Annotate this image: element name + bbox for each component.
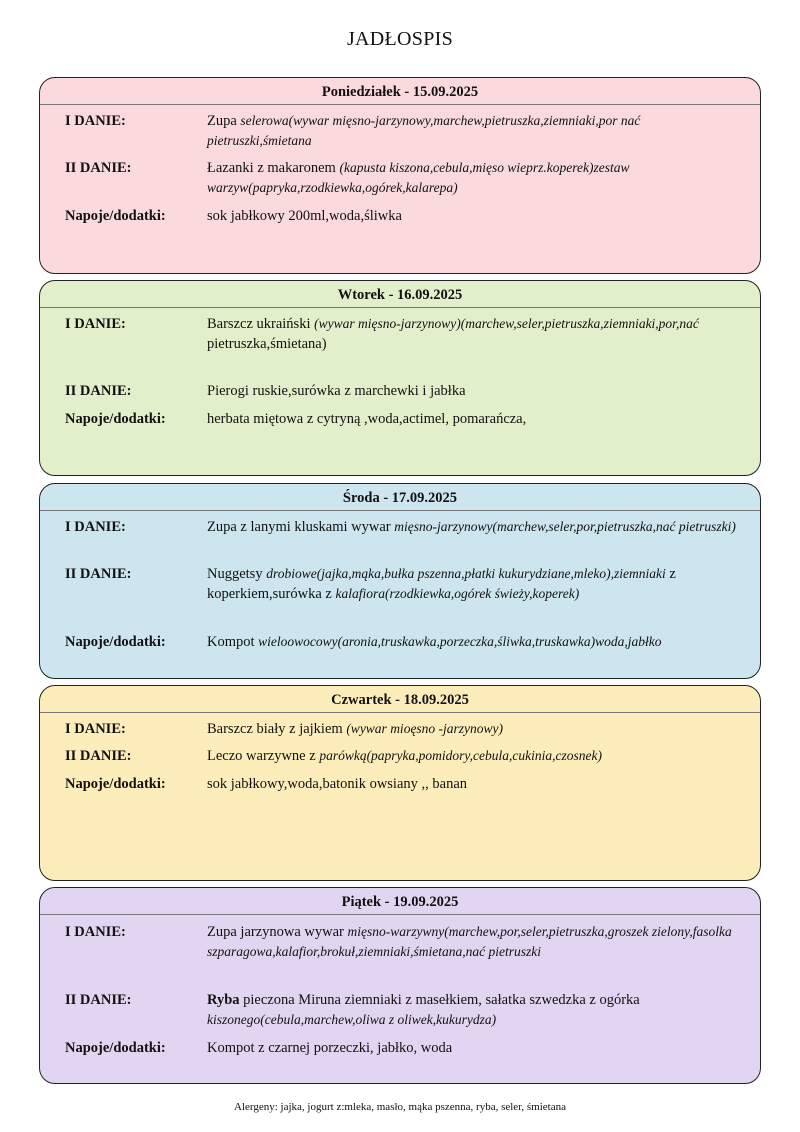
row-first-course: [65, 314, 740, 354]
day-card-tuesday: [39, 280, 761, 476]
row-second-course: [65, 158, 740, 198]
first-course-value: Barszcz biały z jajkiem (wywar mioęsno -jarzynowy): [207, 721, 504, 737]
label-first-course: I DANIE:: [65, 519, 126, 535]
first-course-value: Zupa z lanymi kluskami wywar mięsno-jarzynowy(marchew,seler,por,pietruszka,nać pietruszki): [207, 519, 736, 535]
label-first-course: I DANIE:: [65, 316, 126, 332]
day-header: Czwartek - 18.09.2025: [40, 686, 760, 713]
day-header: Piątek - 19.09.2025: [40, 888, 760, 915]
row-first-course: [65, 922, 740, 962]
row-first-course: [65, 719, 740, 739]
label-drinks: Napoje/dodatki:: [65, 634, 166, 650]
label-drinks: Napoje/dodatki:: [65, 411, 166, 427]
day-card-monday: [39, 77, 761, 274]
row-drinks: [65, 206, 740, 226]
drinks-value: Kompot z czarnej porzeczki, jabłko, woda: [207, 1040, 453, 1056]
drinks-value: Kompot wieloowocowy(aronia,truskawka,porzeczka,śliwka,truskawka)woda,jabłko: [207, 634, 662, 650]
drinks-value: sok jabłkowy 200ml,woda,śliwka: [207, 208, 402, 224]
page-title: JADŁOSPIS: [346, 28, 454, 50]
label-second-course: II DANIE:: [65, 566, 132, 582]
row-drinks: [65, 774, 740, 794]
first-course-value: Barszcz ukraiński (wywar mięsno-jarzynowy)(marchew,seler,pietruszka,ziemniaki,por,nać pietruszka,śmietana): [207, 316, 699, 352]
row-first-course: [65, 111, 740, 151]
row-second-course: [65, 990, 740, 1030]
label-drinks: Napoje/dodatki:: [65, 776, 166, 792]
label-second-course: II DANIE:: [65, 383, 132, 399]
second-course-value: Nuggetsy drobiowe(jajka,mąka,bułka pszenna,płatki kukurydziane,mleko),ziemniaki z koperkiem,surówka z kalafiora(rzodkiewka,ogórek świeży,koperek): [207, 566, 676, 602]
second-course-value: Ryba pieczona Miruna ziemniaki z masełkiem, sałatka szwedzka z ogórka kiszonego(cebula,marchew,oliwa z oliwek,kukurydza): [207, 992, 640, 1027]
drinks-value: sok jabłkowy,woda,batonik owsiany ,, banan: [207, 776, 468, 792]
day-header: Wtorek - 16.09.2025: [40, 281, 760, 308]
day-card-thursday: [39, 685, 761, 881]
second-course-value: Pierogi ruskie,surówka z marchewki i jabłka: [207, 383, 466, 399]
first-course-value: Zupa jarzynowa wywar mięsno-warzywny(marchew,por,seler,pietruszka,groszek zielony,fasolka szparagowa,kalafior,brokuł,ziemniaki,śmietana,nać pietruszki: [207, 924, 732, 959]
day-card-wednesday: [39, 483, 761, 679]
row-first-course: [65, 517, 740, 537]
second-course-value: Leczo warzywne z parówką(papryka,pomidory,cebula,cukinia,czosnek): [207, 748, 602, 764]
drinks-value: herbata miętowa z cytryną ,woda,actimel, pomarańcza,: [207, 411, 527, 427]
label-first-course: I DANIE:: [65, 924, 126, 940]
second-course-value: Łazanki z makaronem (kapusta kiszona,cebula,mięso wieprz.koperek)zestaw warzyw(papryka,rzodkiewka,ogórek,kalarepa): [207, 160, 630, 195]
label-first-course: I DANIE:: [65, 721, 126, 737]
label-second-course: II DANIE:: [65, 992, 132, 1008]
label-drinks: Napoje/dodatki:: [65, 208, 166, 224]
day-card-friday: [39, 887, 761, 1084]
row-drinks: [65, 1038, 740, 1058]
allergens-footer: Alergeny: jajka, jogurt z:mleka, masło, mąka pszenna, ryba, seler, śmietana: [234, 1101, 566, 1113]
row-second-course: [65, 381, 740, 401]
label-drinks: Napoje/dodatki:: [65, 1040, 166, 1056]
first-course-value: Zupa selerowa(wywar mięsno-jarzynowy,marchew,pietruszka,ziemniaki,por nać pietruszki,śmietana: [207, 113, 641, 148]
day-header: Środa - 17.09.2025: [40, 484, 760, 511]
label-first-course: I DANIE:: [65, 113, 126, 129]
day-header: Poniedziałek - 15.09.2025: [40, 78, 760, 105]
label-second-course: II DANIE:: [65, 748, 132, 764]
row-drinks: [65, 409, 740, 429]
label-second-course: II DANIE:: [65, 160, 132, 176]
row-drinks: [65, 632, 740, 652]
row-second-course: [65, 564, 740, 604]
row-second-course: [65, 746, 740, 766]
